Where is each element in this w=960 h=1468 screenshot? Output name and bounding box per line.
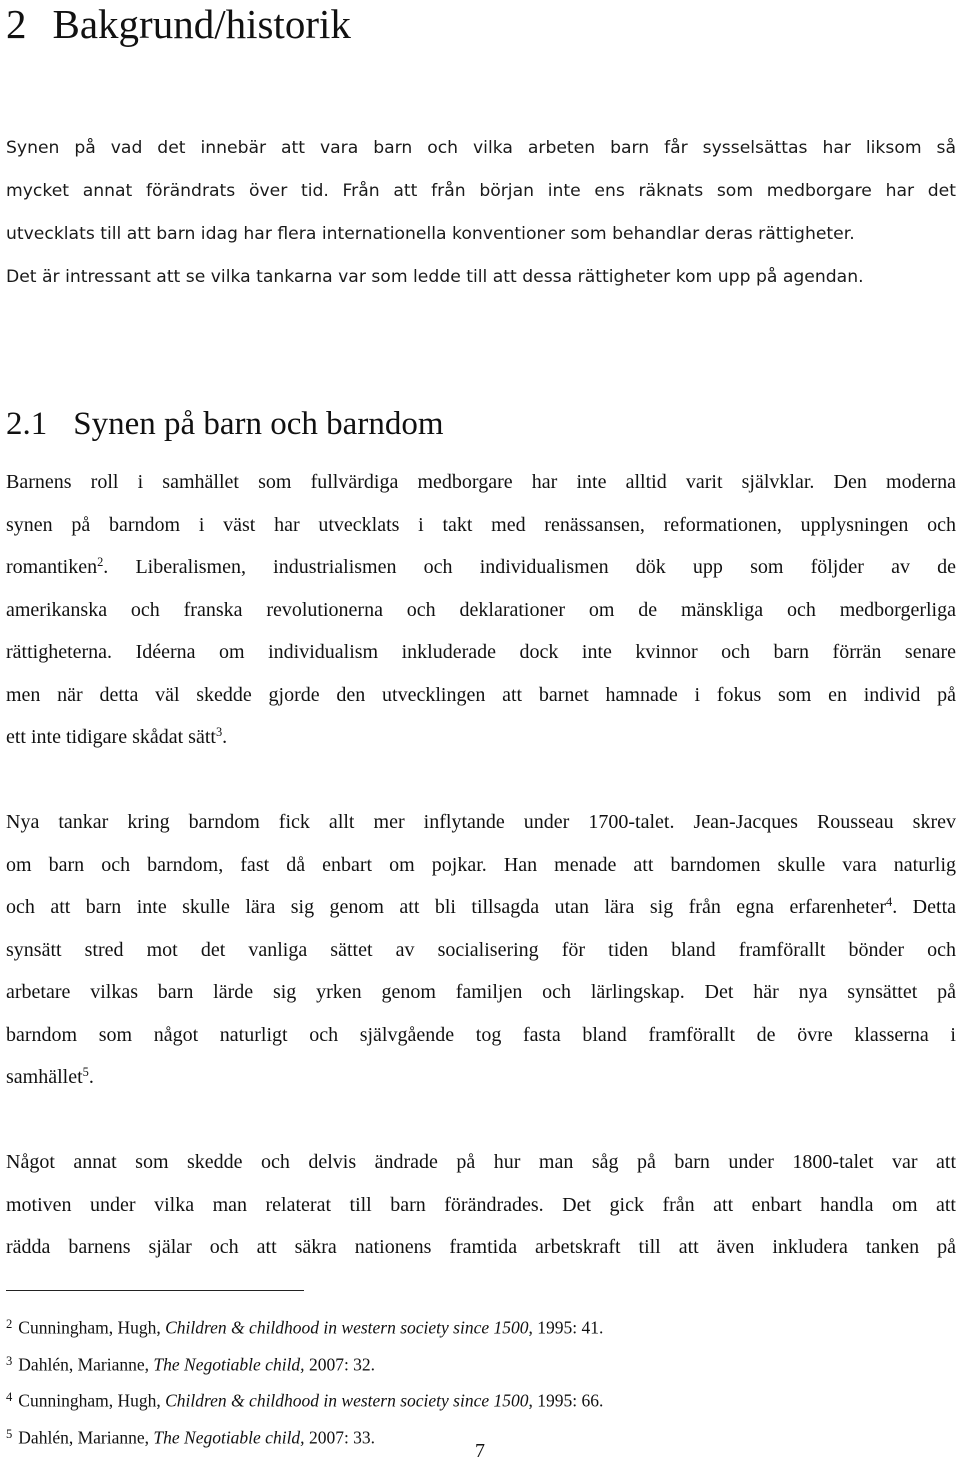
paragraph-line: om barn och barndom, fast då enbart om pojkar. Han menade att barndomen skulle vara naturlig [6,853,956,876]
intro-paragraph [6,127,956,299]
footnotes [6,1308,946,1455]
footnote-separator [6,1290,304,1291]
paragraph-line: Barnens roll i samhället som fullvärdiga medborgare har inte alltid varit självklar. Den moderna [6,471,956,493]
paragraph-line: motiven under vilka man relaterat till barn förändrades. Det gick från att enbart handla om att [6,1193,956,1216]
paragraph-line: utvecklats till att barn idag har flera internationella konventioner som behandlar deras rättigheter. [6,224,855,244]
paragraph-line [6,1056,956,1099]
section-heading [6,0,351,48]
subsection-title: Synen på barn och barndom [73,406,444,442]
paragraph-line: Nya tankar kring barndom fick allt mer inflytande under 1700-talet. Jean-Jacques Rousseau skrev [6,811,956,833]
footnote-citation: 2007: 33. [304,1427,376,1448]
footnote [6,1381,946,1418]
paragraph-line: men när detta väl skedde gjorde den utvecklingen att barnet hamnade i fokus som en individ på [6,683,956,706]
footnote-title: The Negotiable child, [153,1427,305,1448]
paragraph-line: Något annat som skedde och delvis ändrade på hur man såg på barn under 1800-talet var att [6,1151,956,1173]
footnote-author: Cunningham, Hugh, [18,1390,166,1411]
footnote-citation: , 1995: 41. [528,1317,604,1338]
footnote-number: 3 [6,1353,13,1368]
subsection-number: 2.1 [6,406,48,442]
paragraph-line [6,886,956,929]
line-text: . [88,1066,94,1088]
line-text: romantiken [6,556,98,578]
body-paragraph-3 [6,1141,956,1269]
paragraph-line: Synen på vad det innebär att vara barn och vilka arbeten barn får sysselsättas har liksom så [6,138,956,158]
paragraph-line: amerikanska och franska revolutionerna och deklarationer om de mänskliga och medborgerliga [6,598,956,621]
footnote-ref[interactable]: 4 [886,895,893,910]
footnote-ref[interactable]: 3 [215,725,223,740]
footnote-title: Children & childhood in western society since 1500 [165,1390,529,1411]
footnote-author: Cunningham, Hugh, [18,1317,166,1338]
footnote-number: 5 [6,1426,13,1441]
paragraph-line: synen på barndom i väst har utvecklats i takt med renässansen, reformationen, upplysningen och [6,513,956,536]
paragraph-line: rädda barnens själar och att säkra nationens framtida arbetskraft till att även inkludera tanken på [6,1236,956,1258]
paragraph-line [6,716,956,759]
footnote-author: Dahlén, Marianne, [18,1427,154,1448]
paragraph-line: Det är intressant att se vilka tankarna var som ledde till att dessa rättigheter kom upp på agendan. [6,267,864,287]
footnote-author: Dahlén, Marianne, [18,1354,154,1375]
paragraph-line: synsätt stred mot det vanliga sättet av socialisering för tiden bland framförallt bönder och [6,938,956,961]
footnote-citation: 2007: 32. [304,1354,376,1375]
line-text: samhället [6,1066,83,1088]
paragraph-line: barndom som något naturligt och självgående tog fasta bland framförallt de övre klasserna i [6,1023,956,1046]
section-number: 2 [6,1,27,47]
body-paragraph-1 [6,461,956,759]
footnote-ref[interactable]: 5 [82,1065,89,1080]
footnote-number: 2 [6,1317,13,1331]
paragraph-line: rättigheterna. Idéerna om individualism inkluderade dock inte kvinnor och barn förrän senare [6,641,956,663]
line-text: . Detta [892,896,956,918]
paragraph-line: mycket annat förändrats över tid. Från att från början inte ens räknats som medborgare har det [6,181,956,201]
footnote-number: 4 [6,1390,13,1405]
line-text: . [222,726,228,748]
body-paragraph-2 [6,801,956,1099]
paragraph-line: arbetare vilkas barn lärde sig yrken genom familjen och lärlingskap. Det här nya synsättet på [6,981,956,1003]
paragraph-line [6,546,956,589]
footnote-citation: , 1995: 66. [528,1390,604,1411]
page-number: 7 [475,1440,485,1462]
line-text: . Liberalismen, industrialismen och individualismen dök upp som följder av de [103,556,956,578]
line-text: och att barn inte skulle lära sig genom att bli tillsagda utan lära sig från egna erfarenheter [6,896,887,918]
footnote-ref[interactable]: 2 [97,555,104,570]
footnote-title: Children & childhood in western society since 1500 [165,1317,529,1338]
footnote [6,1345,946,1382]
line-text: ett inte tidigare skådat sätt [6,726,216,748]
section-title: Bakgrund/historik [52,1,351,47]
subsection-heading [6,402,444,446]
footnote [6,1308,946,1345]
footnote-title: The Negotiable child, [153,1354,305,1375]
